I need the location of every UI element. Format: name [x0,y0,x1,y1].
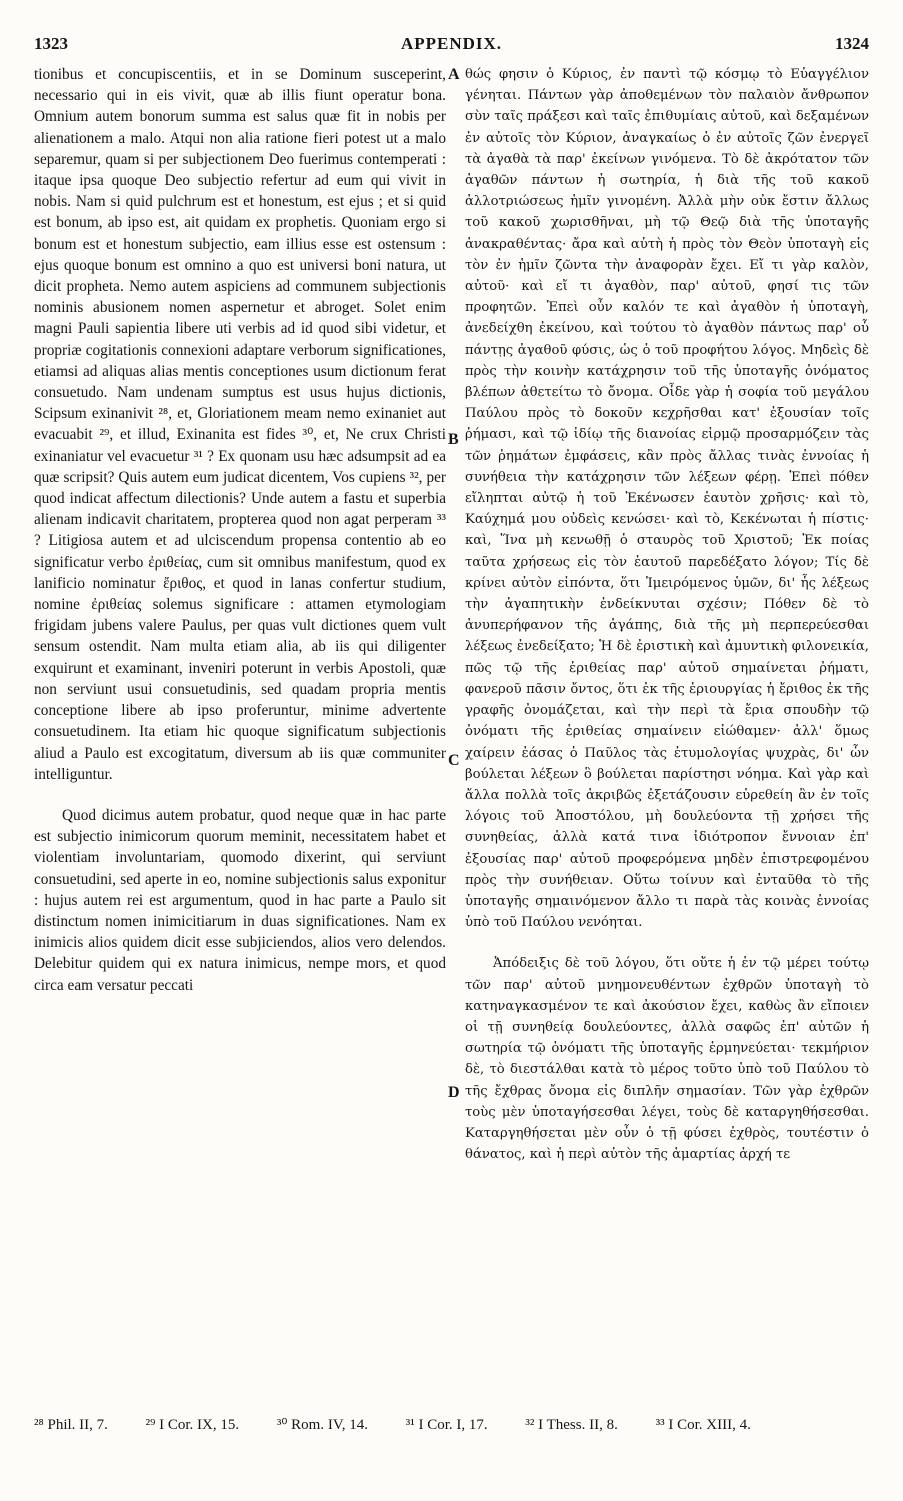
footnote-28: ²⁸ Phil. II, 7. [34,1417,108,1433]
footnote-33: ³³ I Cor. XIII, 4. [655,1417,751,1433]
page-number-right: 1324 [835,34,869,53]
latin-paragraph-2: Quod dicimus autem probatur, quod neque quæ in hac parte est subjectio inimicorum quorum meminit, necessitatem habet et violentiam involuntariam, quomodo dixerint, qui serviunt consuetudini, sed aperte in eo, nomine subjectionis salus exponitur : hujus autem rei est argumentum, quod in hac parte a Paulo sit distinctum nomen inimicitiarum in duas significationes. Nam ex inimicis alios quidem dicit esse subjiciendos, alios vero delendos. Delebitur quidem qui ex natura inimicus, nempe mors, et quod circa eam versatur peccati [34,806,446,994]
section-marker-a: A [448,66,460,83]
section-marker-c: C [448,752,460,769]
greek-paragraph-2: Ἀπόδειξις δὲ τοῦ λόγου, ὅτι οὔτε ἡ ἐν τῷ μέρει τούτῳ τῶν παρ' αὐτοῦ μνημονευθέντων ἐχθρῶν ὑποταγὴ τὸ κατηναγκασμένον τε καὶ ἀκούσιον ἔχει, καθὼς ἂν εἴποιεν οἱ τῇ συνηθείᾳ δουλεύοντες, ἀλλὰ σαφῶς ἐπ' αὐτῶν ἡ σωτηρία τῷ ὀνόματι τῆς ὑποταγῆς ἑρμηνεύεται· τεκμήριον δὲ, τὸ διεστάλθαι κατὰ τὸ μέρος τοῦτο ὑπὸ τοῦ Παύλου τὸ τῆς ἔχθρας ὄνομα εἰς διπλῆν σημασίαν. Τῶν γὰρ ἐχθρῶν τοὺς μὲν ὑποταγήσεσθαι λέγει, τοὺς δὲ καταργηθήσεσθαι. Καταργηθήσεται μὲν οὖν ὁ τῇ φύσει ἐχθρὸς, τουτέστιν ὁ θάνατος, καὶ ἡ περὶ αὐτὸν τῆς ἁμαρτίας ἀρχή τε [465,956,869,1163]
running-title: APPENDIX. [400,34,503,53]
section-marker-d: D [448,1084,460,1101]
running-header [34,34,869,58]
footnote-31: ³¹ I Cor. I, 17. [405,1417,488,1433]
footnote-29: ²⁹ I Cor. IX, 15. [145,1417,240,1433]
footnotes [34,1415,869,1436]
latin-paragraph-1: tionibus et concupiscentiis, et in se Dominum susceperint, necessario qui in eis vivit, quæ ab illis fiunt operatur bona. Omnium autem bonorum summa est salus quæ fit in nobis per alienationem a malo. Atqui non alia ratione fieri potest ut a malo separemur, quam si per subjectionem Deo fuerimus contemperati : itaque ipsa quoque Deo subjectio refertur ad eum qui vivit in nobis. Nam si quid pulchrum est et honestum, est ejus ; et si quid est bonum, ab ipso est, ait quidam ex prophetis. Quoniam ergo si bonum est et honestum subjectio, eam illius esse est ostensum : ejus quoque bonum est omnino a quo est universi boni natura, ut dicit propheta. Nemo autem aspiciens ad communem subjectionis nominis abusionem nomen aspernetur et abroget. Solet enim magni Pauli sapientia libere uti verbis ad id quod sibi videtur, et propriæ cogitationis connexioni adaptare verborum significationes, etiamsi ad aliquas alias mentis conceptiones usum dictionum ferat consuetudo. Nam undenam sumptus est usus hujus dictionis, Scipsum exinanivit ²⁸, et, Gloriationem meam nemo exinaniet aut evacuabit ²⁹, et illud, Exinanita est fides ³⁰, et, Ne crux Christi exinaniatur vel evacuetur ³¹ ? Ex quonam usu hæc adsumpsit ad ea quæ scripsit? Quis autem eum judicat dicentem, Vos cupiens ³², per quod indicat affectum dilectionis? Unde autem a fastu et superbia alienam indicavit charitatem, propterea quod non agat perperam ³³ ? Litigiosa autem et ad ulciscendum propensa contentio ab eo significatur verbo ἐριθείας, cum sit omnibus manifestum, quod ex lanificio nominatur ἔριθος, et quod in lanas confertur studium, nomine ἐριθείας solemus significare : attamen etymologiam frigidam jubens valere Paulus, per quas vult dictiones quem vult sensum ostendit. Nam multa etiam alia, ab iis qui diligenter exquirunt et examinant, inveniri poterunt in verbis Apostoli, quæ non serviunt usui consuetudinis, sed quadam propria mentis conceptione libere ab ipso proferuntur, minime advertente consuetudinem. Ita etiam hic quoque significatum subjectionis aliud a Paulo est excogitatum, diversum ab iis quæ communiter intelliguntur. [34,66,446,783]
page-number-left: 1323 [34,34,68,53]
greek-column [465,64,869,1165]
section-marker-b: B [448,431,459,448]
greek-paragraph-1: θώς φησιν ὁ Κύριος, ἐν παντὶ τῷ κόσμῳ τὸ Εὐαγγέλιον γένηται. Πάντων γὰρ ἀποθεμένων τὸν παλαιὸν ἄνθρωπον σὺν ταῖς πράξεσι καὶ ταῖς ἐπιθυμίαις αὐτοῦ, καὶ δεξαμένων ἐν αὐτοῖς τὸν Κύριον, ἀναγκαίως ὁ ἐν αὐτοῖς ζῶν ἐνεργεῖ τὰ ἀγαθὰ τὰ παρ' ἐκείνων γινόμενα. Τὸ δὲ ἀκρότατον τῶν ἀγαθῶν πάντων ἡ σωτηρία, ἡ διὰ τῆς τοῦ κακοῦ ἀλλοτριώσεως ἡμῖν γινομένη. Ἀλλὰ μὴν οὐκ ἔστιν ἄλλως τοῦ κακοῦ χωρισθῆναι, μὴ τῷ Θεῷ διὰ τῆς ὑποταγῆς ἀνακραθέντας· ἄρα καὶ αὐτὴ ἡ πρὸς τὸν Θεὸν ὑποταγὴ εἰς τὸν ἐν ἡμῖν ζῶντα τὴν ἀναφορὰν ἔχει. Εἴ τι γὰρ καλὸν, αὐτοῦ· καὶ εἴ τι ἀγαθὸν, παρ' αὐτοῦ, φησί τις τῶν προφητῶν. Ἐπεὶ οὖν καλόν τε καὶ ἀγαθὸν ἡ ὑποταγὴ, ἀνεδείχθη ἐκείνου, καὶ τούτου τὸ ἀγαθὸν πάντως παρ' οὗ πάντῃς ἀγαθοῦ φύσις, ὡς ὁ τοῦ προφήτου λόγος. Μηδεὶς δὲ πρὸς τὴν κοινὴν κατάχρησιν τοῦ τῆς ὑποταγῆς ὀνόματος βλέπων ἀθετείτω τὸ ὄνομα. Οἶδε γὰρ ἡ σοφία τοῦ μεγάλου Παύλου πρὸς τὸ δοκοῦν κεχρῆσθαι κατ' ἐξουσίαν τοῖς ῥήμασι, καὶ τῷ ἰδίῳ τῆς διανοίας εἱρμῷ προσαρμόζειν τὰς τῶν ῥημάτων ἐμφάσεις, κἂν πρὸς ἄλλας τινὰς ἐννοίας ἡ συνήθεια τὴν κατάχρησιν τῶν λέξεων φέρῃ. Ἐπεὶ πόθεν εἴληπται αὐτῷ ἡ τοῦ Ἐκένωσεν ἑαυτὸν χρῆσις· καὶ τὸ, Καύχημά μου οὐδεὶς κενώσει· καὶ τὸ, Κεκένωται ἡ πίστις· καὶ, Ἵνα μὴ κενωθῇ ὁ σταυρὸς τοῦ Χριστοῦ; Ἐκ ποίας ταῦτα χρήσεως εἰς τὸν ἑαυτοῦ παρεδέξατο λόγον; Τίς δὲ κρίνει αὐτὸν εἰπόντα, ὅτι Ἱμειρόμενος ὑμῶν, δι' ἧς λέξεως τὴν ἀγαπητικὴν ἐνδείκνυται σχέσιν; Πόθεν δὲ τὸ ἀνυπερήφανον τῆς ἀγάπης, διὰ τῆς μὴ περπερεύεσθαι λέξεως ἐνεδείξατο; Ἡ δὲ ἐριστικὴ καὶ ἀμυντικὴ φιλονεικία, πῶς τῷ τῆς ἐριθείας παρ' αὐτοῦ σημαίνεται ῥήματι, φανεροῦ πᾶσιν ὄντος, ὅτι ἐκ τῆς ἐριουργίας ἡ ἔριθος ἐκ τῆς γραφῆς ὀνομάζεται, καὶ τὴν περὶ τὰ ἔρια σπουδὴν τῷ ὀνόματι τῆς ἐριθείας σημαίνειν εἰώθαμεν· ἀλλ' ὅμως χαίρειν ἐάσας ὁ Παῦλος τὰς ἐτυμολογίας ψυχρὰς, δι' ὧν βούλεται λέξεων ὃ βούλεται παρίστησι νόημα. Καὶ γὰρ καὶ ἄλλα πολλὰ τοῖς ἀκριβῶς ἐξετάζουσιν εὑρεθείη ἂν ἐν τοῖς λόγοις τοῦ Ἀποστόλου, μὴ δουλεύοντα τῇ χρήσει τῆς συνηθείας, ἀλλὰ κατά τινα ἰδιότροπον ἔννοιαν ἐπ' ἐξουσίας παρ' αὐτοῦ προφερόμενα μηδὲν ἐπιστρεφομένου πρὸς τὴν συνήθειαν. Οὕτω τοίνυν καὶ ἐνταῦθα τὸ τῆς ὑποταγῆς σημαινόμενον ἄλλο τι παρὰ τὰς κοινὰς ἐννοίας ὑπὸ τοῦ Παύλου νενόηται. [465,67,869,931]
latin-column [34,64,446,996]
footnote-30: ³⁰ Rom. IV, 14. [276,1417,368,1433]
footnote-32: ³² I Thess. II, 8. [525,1417,618,1433]
